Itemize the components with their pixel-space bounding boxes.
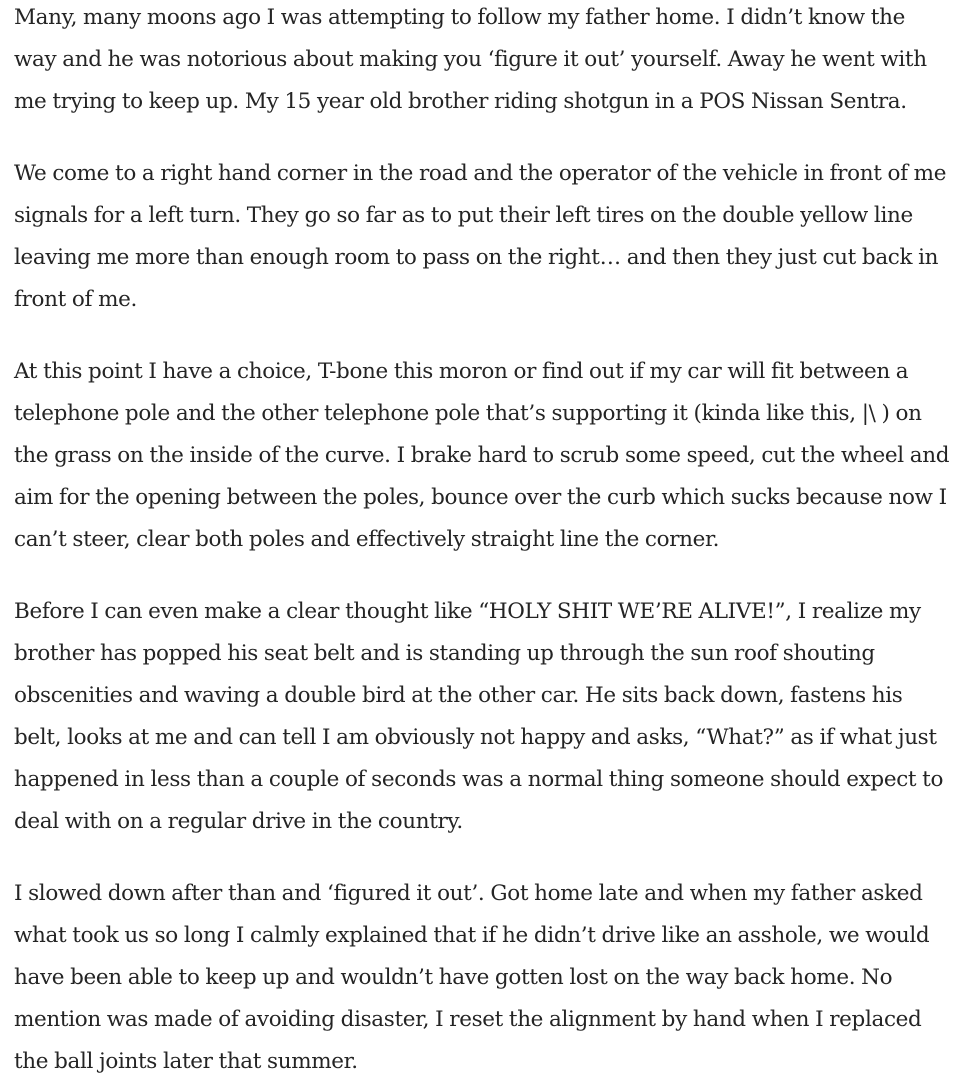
paragraph-3: At this point I have a choice, T-bone this moron or find out if my car will fit between a telephone pole and the other telephone pole that’s supporting it (kinda like this, |\ ) on the grass on the inside of the curve. I brake hard to scrub some speed, cut the wheel and aim for the opening between the poles, bounce over the curb which sucks because now I can’t steer, clear both poles and effectively straight line the corner.	[14, 359, 950, 552]
paragraph-5: I slowed down after than and ‘figured it out’. Got home late and when my father asked what took us so long I calmly explained that if he didn’t drive like an asshole, we would have been able to keep up and wouldn’t have gotten lost on the way back home. No mention was made of avoiding disaster, I reset the alignment by hand when I replaced the ball joints later that summer.	[14, 881, 930, 1074]
paragraph-4: Before I can even make a clear thought like “HOLY SHIT WE’RE ALIVE!”, I realize my brother has popped his seat belt and is standing up through the sun roof shouting obscenities and waving a double bird at the other car. He sits back down, fastens his belt, looks at me and can tell I am obviously not happy and asks, “What?” as if what just happened in less than a couple of seconds was a normal thing someone should expect to deal with on a regular drive in the country.	[14, 599, 944, 834]
paragraph-2: We come to a right hand corner in the road and the operator of the vehicle in front of me signals for a left turn. They go so far as to put their left tires on the double yellow line leaving me more than enough room to pass on the right… and then they just cut back in front of me.	[14, 161, 947, 312]
paragraph-1: Many, many moons ago I was attempting to follow my father home. I didn’t know the way and he was notorious about making you ‘figure it out’ yourself. Away he went with me trying to keep up. My 15 year old brother riding shotgun in a POS Nissan Sentra.	[14, 5, 927, 114]
